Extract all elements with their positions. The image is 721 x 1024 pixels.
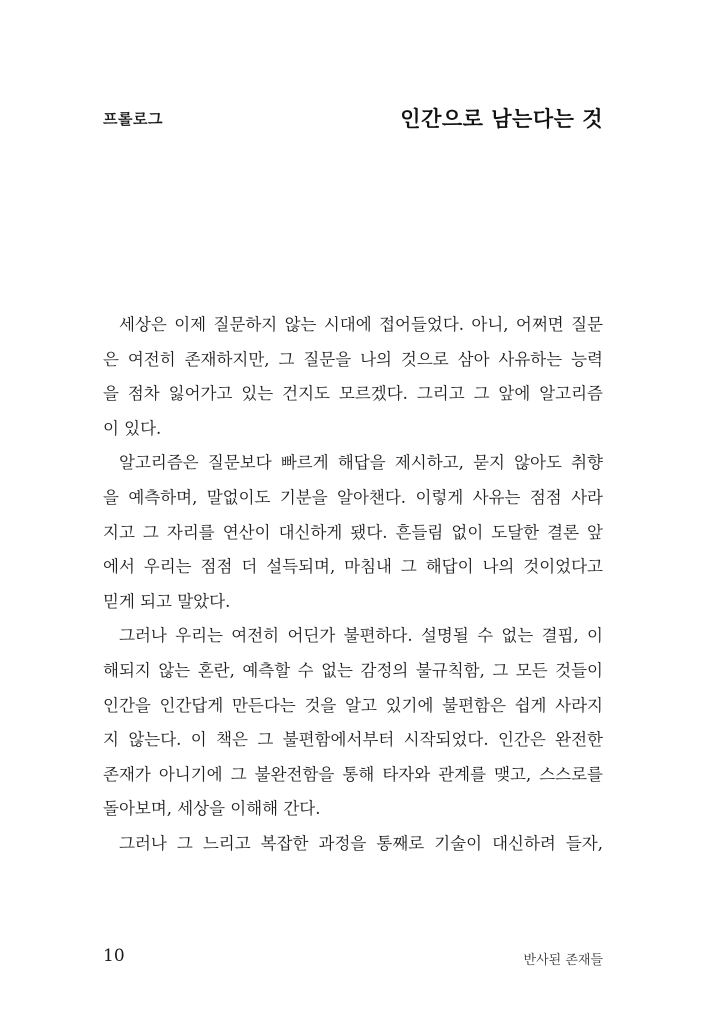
text-line: 에서 우리는 점점 더 설득되며, 마침내 그 해답이 나의 것이었다고 [103,557,603,577]
text-line: 존재가 아니기에 그 불완전함을 통해 타자와 관계를 맺고, 스스로를 [103,764,603,784]
text-line: 세상은 이제 질문하지 않는 시대에 접어들었다. 아니, 어쩌면 질문 [119,315,603,334]
text-line: 지고 그 자리를 연산이 대신하게 됐다. 흔들림 없이 도달한 결론 앞 [103,522,603,542]
section-label: 프롤로그 [103,110,163,128]
text-line: 돌아보며, 세상을 이해해 간다. [103,799,321,819]
body-text [103,308,603,862]
text-line: 믿게 되고 말았다. [103,591,231,611]
text-line: 알고리즘은 질문보다 빠르게 해답을 제시하고, 묻지 않아도 취향 [119,453,603,473]
text-line: 그러나 그 느리고 복잡한 과정을 통째로 기술이 대신하려 들자, [119,833,603,853]
text-line: 은 여전히 존재하지만, 그 질문을 나의 것으로 삼아 사유하는 능력 [103,349,603,369]
page-number: 10 [103,946,125,966]
text-line: 을 점차 잃어가고 있는 건지도 모르겠다. 그리고 그 앞에 알고리즘 [103,384,603,404]
chapter-title: 인간으로 남는다는 것 [400,107,603,131]
book-title: 반사된 존재들 [523,953,603,968]
text-line: 그러나 우리는 여전히 어딘가 불편하다. 설명될 수 없는 결핍, 이 [119,626,603,646]
text-line: 을 예측하며, 말없이도 기분을 알아챈다. 이렇게 사유는 점점 사라 [103,487,603,507]
text-line: 해되지 않는 혼란, 예측할 수 없는 감정의 불규칙함, 그 모든 것들이 [103,660,603,680]
text-line: 인간을 인간답게 만든다는 것을 알고 있기에 불편함은 쉽게 사라지 [103,695,603,715]
text-line: 지 않는다. 이 책은 그 불편함에서부터 시작되었다. 인간은 완전한 [103,730,603,750]
text-line: 이 있다. [103,418,162,438]
